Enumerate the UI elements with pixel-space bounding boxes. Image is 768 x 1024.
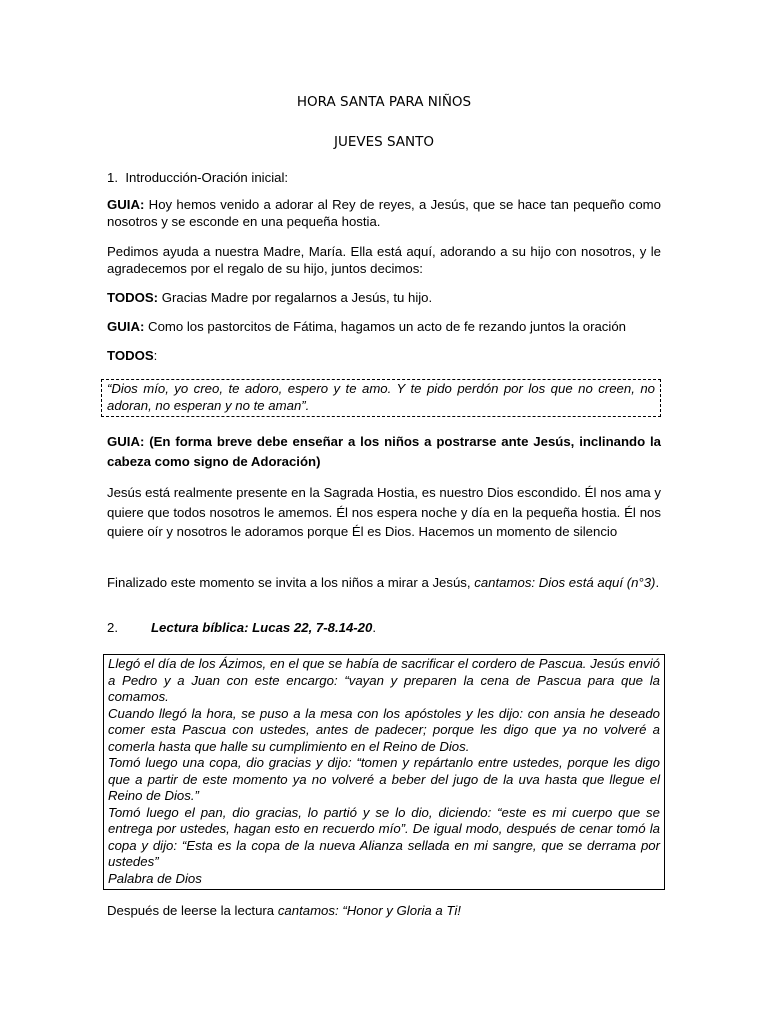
paragraph-despues — [107, 903, 661, 920]
paragraph-guia-instruction: GUIA: (En forma breve debe enseñar a los niños a postrarse ante Jesús, inclinando la cabeza como signo de Adoración) — [107, 434, 661, 469]
paragraph-todos — [107, 348, 661, 365]
paragraph-jesus-presente: Jesús está realmente presente en la Sagrada Hostia, es nuestro Dios escondido. Él nos ama y quiere que todos nosotros le amemos. Él nos espera noche y día en la pequeña hostia. Él nos quiere oír y nosotros le adoramos porque Él es Dios. Hacemos un momento de silencio — [107, 485, 661, 539]
paragraph-todos-gracias — [107, 290, 661, 307]
paragraph-madre: Pedimos ayuda a nuestra Madre, María. Ella está aquí, adorando a su hijo con nosotros, y le agradecemos por el regalo de su hijo, juntos decimos: — [107, 244, 661, 276]
speaker-label: GUIA: — [107, 197, 145, 212]
section-1-title: Introducción-Oración inicial: — [125, 170, 289, 185]
speaker-label: GUIA: — [107, 319, 145, 334]
punctuation: . — [372, 620, 377, 635]
reading-paragraph: Llegó el día de los Ázimos, en el que se había de sacrificar el cordero de Pascua. Jesús envió a Pedro y a Juan con este encargo: “vayan y preparen la cena de Pascua para que la comamos. — [108, 656, 660, 704]
punctuation: . — [655, 575, 660, 590]
speaker-label: TODOS — [107, 348, 154, 363]
paragraph-guia-fatima — [107, 319, 661, 336]
song-reference: cantamos: Dios está aquí (n°3) — [474, 575, 656, 590]
reading-paragraph: Cuando llegó la hora, se puso a la mesa con los apóstoles y les dijo: con ansia he deseado comer esta Pascua con ustedes, antes de padecer; porque les digo que ya no volveré a comerla hasta que halle su cumplimiento en el Reino de Dios. — [108, 705, 660, 754]
paragraph-text: : — [153, 348, 158, 363]
paragraph-text: Después de leerse la lectura — [107, 903, 278, 918]
document-subtitle: JUEVES SANTO — [333, 134, 435, 150]
paragraph-text: Finalizado este momento se invita a los niños a mirar a Jesús, — [107, 575, 475, 590]
reading-closing: Palabra de Dios — [108, 870, 202, 886]
paragraph-text: Hoy hemos venido a adorar al Rey de reyes, a Jesús, que se hace tan pequeño como nosotros y se esconde en una pequeña hostia. — [107, 197, 661, 229]
speaker-label: TODOS: — [107, 290, 159, 305]
paragraph-finalizado — [107, 573, 661, 593]
reading-paragraph: Tomó luego una copa, dio gracias y dijo: “tomen y repártanlo entre ustedes, porque les digo que a partir de este momento ya no volveré a beber del jugo de la uva hasta que llegue el Reino de Dios.” — [108, 755, 660, 803]
paragraph-text: Como los pastorcitos de Fátima, hagamos un acto de fe rezando juntos la oración — [144, 319, 626, 334]
paragraph-guia-intro — [107, 197, 661, 230]
section-1-number: 1. — [107, 170, 118, 185]
section-2-number: 2. — [107, 620, 118, 635]
paragraph-text: Gracias Madre por regalarnos a Jesús, tu hijo. — [158, 290, 433, 305]
bible-reading-box — [103, 654, 665, 890]
prayer-box: “Dios mío, yo creo, te adoro, espero y te amo. Y te pido perdón por los que no creen, no adoran, no esperan y no te aman”. — [101, 379, 661, 417]
section-1-heading — [107, 170, 661, 187]
song-reference: cantamos: “Honor y Gloria a Ti! — [277, 903, 461, 918]
section-2-title: Lectura bíblica: Lucas 22, 7-8.14-20 — [151, 620, 373, 635]
document-title: HORA SANTA PARA NIÑOS — [296, 94, 472, 110]
reading-paragraph: Tomó luego el pan, dio gracias, lo partió y se lo dio, diciendo: “este es mi cuerpo que se entrega por ustedes, hagan esto en recuerdo mío”. De igual modo, después de cenar tomó la copa y dijo: “Esta es la copa de la nueva Alianza sellada en mi sangre, que se derrama por ustedes” — [108, 804, 660, 869]
